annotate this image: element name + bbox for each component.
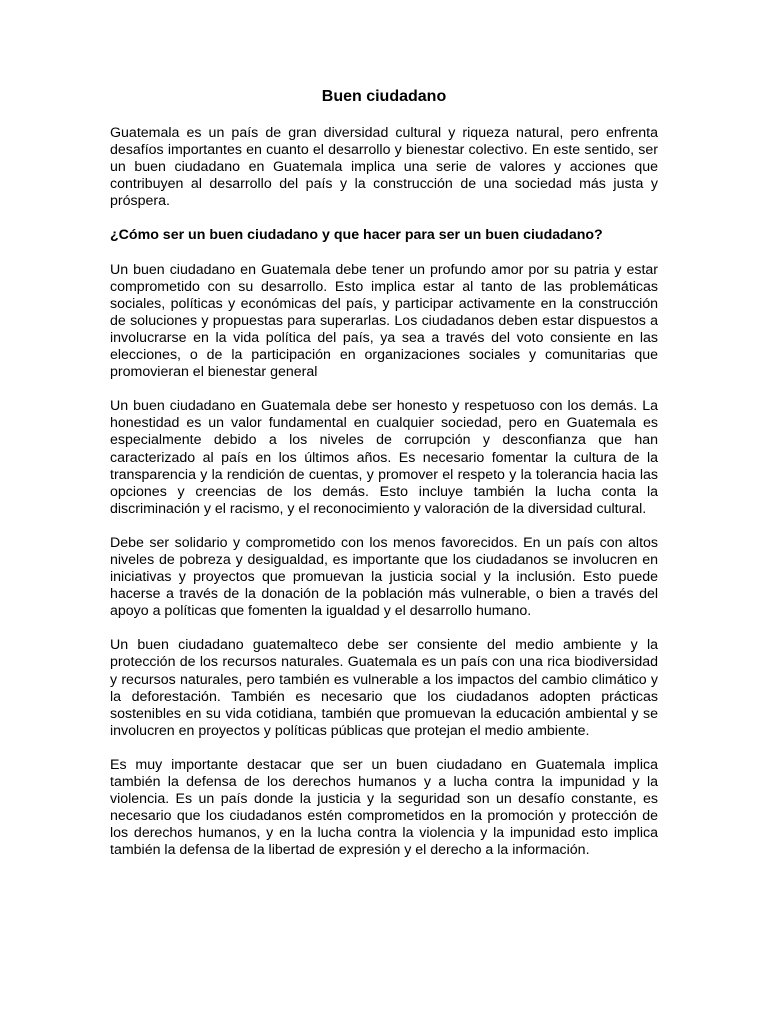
paragraph-solidaridad: Debe ser solidario y comprometido con los menos favorecidos. En un país con altos niveles de pobreza y desigualdad, es importante que los ciudadanos se involucren en iniciativas y proyectos que promuevan la justicia social y la inclusión. Esto puede hacerse a través de la donación de la población más vulnerable, o bien a través del apoyo a políticas que fomenten la igualdad y el desarrollo humano. [110, 534, 658, 620]
paragraph-honestidad: Un buen ciudadano en Guatemala debe ser honesto y respetuoso con los demás. La honestidad es un valor fundamental en cualquier sociedad, pero en Guatemala es especialmente debido a los niveles de corrupción y desconfianza que han caracterizado al país en los últimos años. Es necesario fomentar la cultura de la transparencia y la rendición de cuentas, y promover el respeto y la tolerancia hacia las opciones y creencias de los demás. Esto incluye también la lucha conta la discriminación y el racismo, y el reconocimiento y valoración de la diversidad cultural. [110, 398, 658, 517]
paragraph-patria: Un buen ciudadano en Guatemala debe tener un profundo amor por su patria y estar comprometido con su desarrollo. Esto implica estar al tanto de las problemáticas sociales, políticas y económicas del país, y participar activamente en la construcción de soluciones y propuestas para superarlas. Los ciudadanos deben estar dispuestos a involucrarse en la vida política del país, ya sea a través del voto consiente en las elecciones, o de la participación en organizaciones sociales y comunitarias que promovieran el bienestar general [110, 261, 658, 381]
paragraph-derechos-humanos: Es muy importante destacar que ser un buen ciudadano en Guatemala implica también la defensa de los derechos humanos y a lucha contra la impunidad y la violencia. Es un país donde la justicia y la seguridad son un desafío constante, es necesario que los ciudadanos estén comprometidos en la promoción y protección de los derechos humanos, y en la lucha contra la violencia y la impunidad esto implica también la defensa de la libertad de expresión y el derecho a la información. [110, 756, 658, 859]
section-question-heading: ¿Cómo ser un buen ciudadano y que hacer para ser un buen ciudadano? [110, 227, 603, 244]
intro-paragraph: Guatemala es un país de gran diversidad cultural y riqueza natural, pero enfrenta desafíos importantes en cuanto el desarrollo y bienestar colectivo. En este sentido, ser un buen ciudadano en Guatemala implica una serie de valores y acciones que contribuyen al desarrollo del país y la construcción de una sociedad más justa y próspera. [110, 125, 658, 210]
document-page [110, 87, 658, 876]
paragraph-medio-ambiente: Un buen ciudadano guatemalteco debe ser consiente del medio ambiente y la protección de los recursos naturales. Guatemala es un país con una rica biodiversidad y recursos naturales, pero también es vulnerable a los impactos del cambio climático y la deforestación. También es necesario que los ciudadanos adopten prácticas sostenibles en su vida cotidiana, también que promuevan la educación ambiental y se involucren en proyectos y políticas públicas que protejan el medio ambiente. [110, 637, 658, 739]
document-title: Buen ciudadano [321, 88, 447, 105]
